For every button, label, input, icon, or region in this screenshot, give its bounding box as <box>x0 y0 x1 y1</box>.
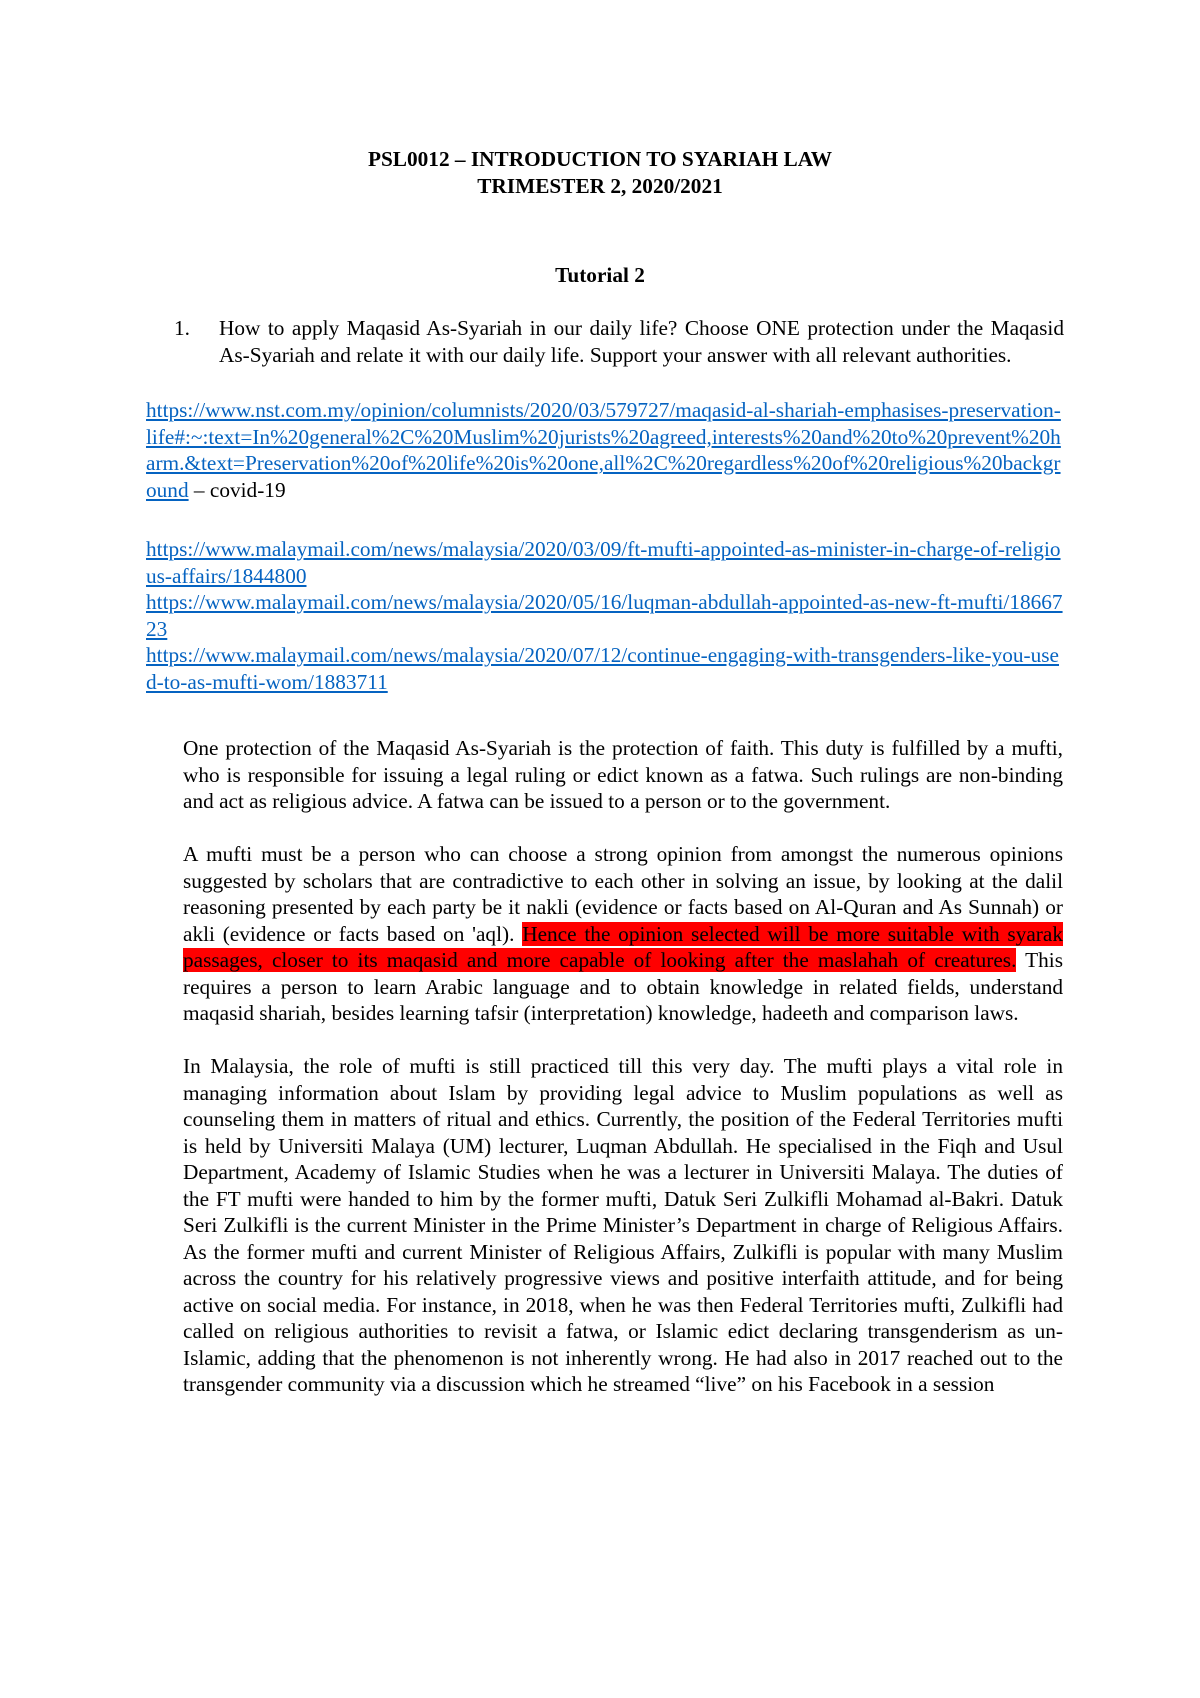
nst-article-link[interactable]: https://www.nst.com.my/opinion/columnists/2020/03/579727/maqasid-al-shariah-emphasises-preservation-life#:~:text=In%20general%2C%20Muslim%20jurists%20agreed,interests%20and%20to%20prevent%20harm.&text=Preservation%20of%20life%20is%20one,all%2C%20regardless%20of%20religious%20background <box>146 398 1061 502</box>
answer-paragraph <box>183 841 1063 1027</box>
question-number: 1. <box>174 316 190 340</box>
reference-malaymail-list <box>146 536 1066 695</box>
paragraph-text: This requires a person to learn Arabic language and to obtain knowledge in related fields, understand maqasid shariah, besides learning tafsir (interpretation) knowledge, hadeeth and comparison laws. <box>183 948 1063 1025</box>
paragraph-text: A mufti must be a person who can choose a strong opinion from amongst the numerous opinions suggested by scholars that are contradictive to each other in solving an issue, by looking at the dalil reasoning presented by each party be it nakli (evidence or facts based on Al-Quran and As Sunnah) or akli (evidence or facts based on 'aql). <box>183 842 1063 946</box>
malaymail-link[interactable]: https://www.malaymail.com/news/malaysia/2020/03/09/ft-mufti-appointed-as-minister-in-charge-of-religious-affairs/1844800 <box>146 537 1061 588</box>
answer-paragraph: In Malaysia, the role of mufti is still practiced till this very day. The mufti plays a vital role in managing information about Islam by providing legal advice to Muslim populations as well as counseling them in matters of ritual and ethics. Currently, the position of the Federal Territories mufti is held by Universiti Malaya (UM) lecturer, Luqman Abdullah. He specialised in the Fiqh and Usul Department, Academy of Islamic Studies when he was a lecturer in Universiti Malaya. The duties of the FT mufti were handed to him by the former mufti, Datuk Seri Zulkifli Mohamad al-Bakri. Datuk Seri Zulkifli is the current Minister in the Prime Minister’s Department in charge of Religious Affairs. As the former mufti and current Minister of Religious Affairs, Zulkifli is popular with many Muslim across the country for his relatively progressive views and positive interfaith attitude, and for being active on social media. For instance, in 2018, when he was then Federal Territories mufti, Zulkifli had called on religious authorities to revisit a fatwa, or Islamic edict declaring transgenderism as un-Islamic, adding that the phenomenon is not inherently wrong. He had also in 2017 reached out to the transgender community via a discussion which he streamed “live” on his Facebook in a session <box>183 1054 1063 1396</box>
course-title: PSL0012 – INTRODUCTION TO SYARIAH LAW <box>367 147 833 171</box>
answer-paragraph: One protection of the Maqasid As-Syariah is the protection of faith. This duty is fulfilled by a mufti, who is responsible for issuing a legal ruling or edict known as a fatwa. Such rulings are non-binding and act as religious advice. A fatwa can be issued to a person or to the government. <box>183 736 1063 813</box>
reference-nst <box>146 397 1066 503</box>
nst-link-note: – covid-19 <box>188 477 286 502</box>
tutorial-heading: Tutorial 2 <box>555 263 645 287</box>
question-item <box>174 315 1064 368</box>
malaymail-link[interactable]: https://www.malaymail.com/news/malaysia/2020/07/12/continue-engaging-with-transgenders-like-you-used-to-as-mufti-wom/1883711 <box>146 643 1059 694</box>
malaymail-link[interactable]: https://www.malaymail.com/news/malaysia/2020/05/16/luqman-abdullah-appointed-as-new-ft-mufti/1866723 <box>146 590 1063 641</box>
question-text: How to apply Maqasid As-Syariah in our daily life? Choose ONE protection under the Maqasid As-Syariah and relate it with our daily life. Support your answer with all relevant authorities. <box>219 316 1064 367</box>
trimester-line: TRIMESTER 2, 2020/2021 <box>477 174 723 198</box>
answer-body <box>183 735 1063 1424</box>
document-title <box>0 146 1200 200</box>
highlighted-text: Hence the opinion selected will be more suitable with syarak passages, closer to its maqasid and more capable of looking after the maslahah of creatures. <box>183 921 1063 972</box>
